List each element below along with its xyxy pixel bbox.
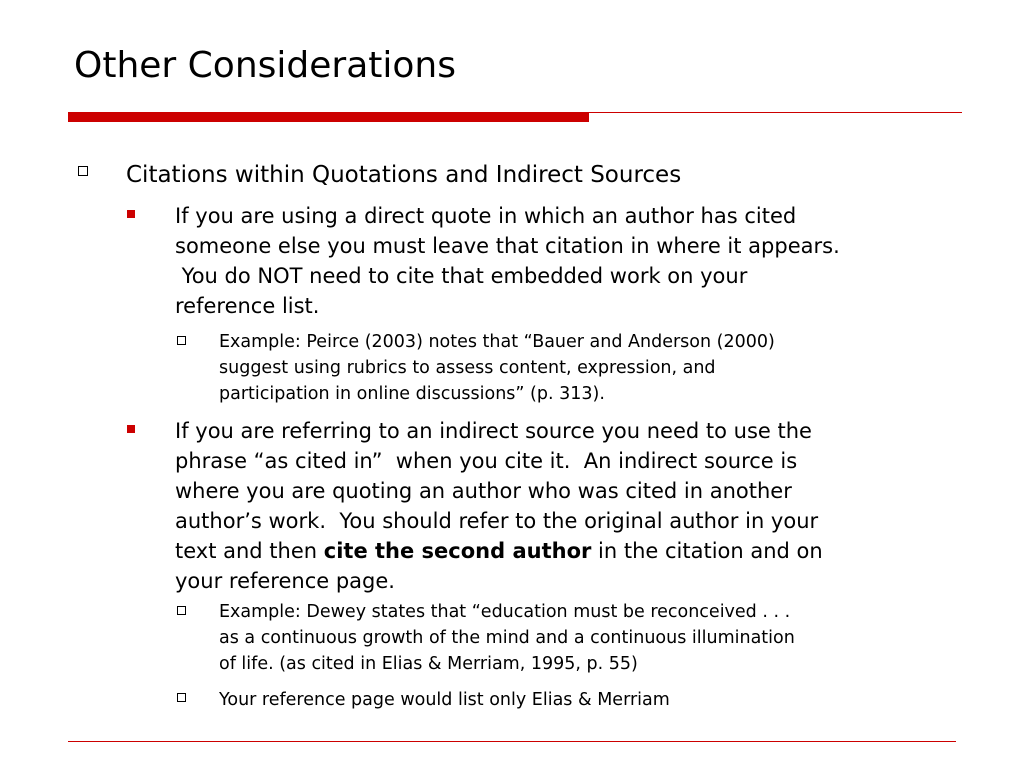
point-1-example bbox=[219, 329, 775, 407]
example-line: participation in online discussions” (p. 313). bbox=[219, 384, 605, 404]
point-2-line: phrase “as cited in” when you cite it. An indirect source is bbox=[175, 449, 798, 473]
point-2-line: your reference page. bbox=[175, 569, 395, 593]
point-1-line: someone else you must leave that citation in where it appears. bbox=[175, 234, 840, 258]
point-2-example bbox=[219, 599, 795, 677]
point-2-line-5-before: text and then bbox=[175, 539, 324, 563]
example-line: Example: Dewey states that “education must be reconceived . . . bbox=[219, 602, 791, 622]
point-2-text bbox=[175, 416, 823, 596]
point-2-bold-phrase: cite the second author bbox=[323, 539, 592, 563]
point-1-line: If you are using a direct quote in which an author has cited bbox=[175, 204, 797, 228]
point-1-line: reference list. bbox=[175, 294, 320, 318]
point-1-text bbox=[175, 201, 840, 321]
title-underline-thick bbox=[68, 112, 589, 122]
slide-title: Other Considerations bbox=[74, 45, 456, 86]
red-square-bullet-icon bbox=[127, 425, 135, 433]
example-line: as a continuous growth of the mind and a continuous illumination bbox=[219, 628, 795, 648]
hollow-square-bullet-icon bbox=[177, 693, 186, 702]
example-line: of life. (as cited in Elias & Merriam, 1995, p. 55) bbox=[219, 654, 638, 674]
main-point-text: Citations within Quotations and Indirect Sources bbox=[126, 162, 682, 188]
hollow-square-bullet-icon bbox=[177, 606, 186, 615]
point-2-line: If you are referring to an indirect source you need to use the bbox=[175, 419, 812, 443]
title-underline-thin bbox=[589, 112, 962, 113]
point-2-line: author’s work. You should refer to the original author in your bbox=[175, 509, 819, 533]
point-2-line-5 bbox=[175, 536, 823, 566]
point-2-note: Your reference page would list only Elias & Merriam bbox=[219, 690, 670, 710]
example-line: Example: Peirce (2003) notes that “Bauer and Anderson (2000) bbox=[219, 332, 775, 352]
point-2-line: where you are quoting an author who was cited in another bbox=[175, 479, 792, 503]
point-1-line: You do NOT need to cite that embedded work on your bbox=[175, 264, 748, 288]
footer-rule bbox=[68, 741, 956, 742]
hollow-square-bullet-icon bbox=[78, 166, 88, 176]
red-square-bullet-icon bbox=[127, 210, 135, 218]
hollow-square-bullet-icon bbox=[177, 336, 186, 345]
example-line: suggest using rubrics to assess content, expression, and bbox=[219, 358, 716, 378]
point-2-line-5-after: in the citation and on bbox=[591, 539, 823, 563]
